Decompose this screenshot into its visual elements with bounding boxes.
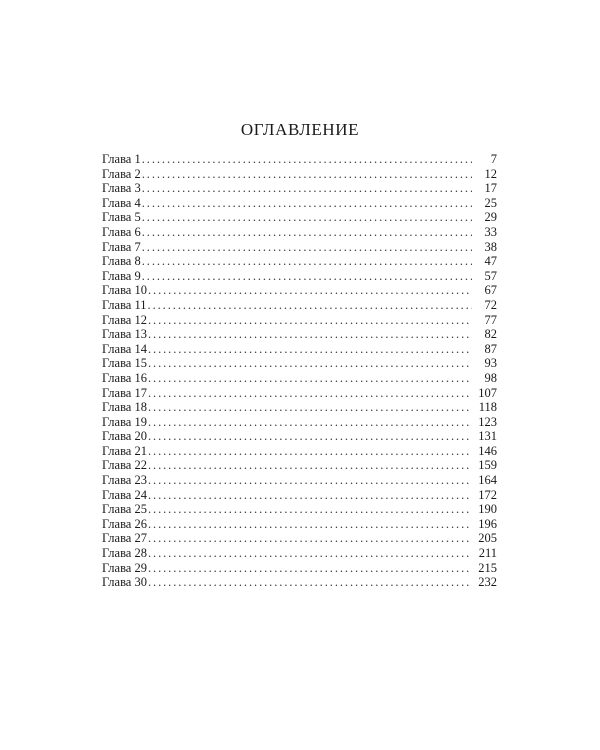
toc-dot-leader xyxy=(142,210,472,225)
toc-dot-leader xyxy=(148,327,472,342)
toc-entry-label: Глава 5 xyxy=(102,210,141,225)
toc-entry xyxy=(102,254,497,269)
toc-entry-label: Глава 25 xyxy=(102,502,147,517)
toc-entry xyxy=(102,167,497,182)
toc-entry-page-number: 98 xyxy=(484,370,497,385)
toc-dot-leader xyxy=(148,313,472,328)
toc-entry xyxy=(102,298,497,313)
toc-dot-leader xyxy=(148,575,472,590)
toc-entry-label: Глава 7 xyxy=(102,239,141,254)
toc-dot-leader xyxy=(148,415,472,430)
toc-dot-leader xyxy=(148,342,472,357)
toc-entry xyxy=(102,269,497,284)
toc-dot-leader xyxy=(148,531,472,546)
toc-entry xyxy=(102,429,497,444)
toc-entry-label: Глава 23 xyxy=(102,473,147,488)
toc-entry xyxy=(102,313,497,328)
toc-entry xyxy=(102,210,497,225)
toc-dot-leader xyxy=(148,546,472,561)
toc-entry-label: Глава 29 xyxy=(102,560,147,575)
toc-entry-label: Глава 1 xyxy=(102,152,141,166)
toc-dot-leader xyxy=(142,167,472,182)
toc-entry-label: Глава 3 xyxy=(102,181,141,196)
toc-dot-leader xyxy=(148,458,472,473)
toc-entry-page-number: 190 xyxy=(478,502,497,517)
toc-entry-page-number: 159 xyxy=(478,458,497,473)
toc-entry xyxy=(102,575,497,590)
toc-entry-page-number: 33 xyxy=(484,224,497,239)
toc-entry-page-number: 25 xyxy=(484,195,497,210)
toc-dot-leader xyxy=(148,444,472,459)
toc-dot-leader xyxy=(148,517,472,532)
toc-entry-label: Глава 8 xyxy=(102,254,141,269)
toc-entry-page-number: 38 xyxy=(484,239,497,254)
toc-entry-page-number: 72 xyxy=(484,297,497,312)
toc-entry xyxy=(102,546,497,561)
toc-dot-leader xyxy=(148,371,472,386)
toc-entry-label: Глава 19 xyxy=(102,414,147,429)
toc-entry-page-number: 118 xyxy=(478,400,497,415)
toc-entry-page-number: 67 xyxy=(484,283,497,298)
toc-entry-label: Глава 12 xyxy=(102,312,147,327)
toc-list xyxy=(102,152,497,590)
toc-entry xyxy=(102,458,497,473)
toc-entry-page-number: 82 xyxy=(484,327,497,342)
toc-entry xyxy=(102,488,497,503)
toc-entry-label: Глава 16 xyxy=(102,370,147,385)
toc-entry-page-number: 196 xyxy=(478,516,497,531)
toc-entry-page-number: 93 xyxy=(484,356,497,371)
toc-entry-label: Глава 27 xyxy=(102,531,147,546)
toc-entry-label: Глава 13 xyxy=(102,327,147,342)
toc-dot-leader xyxy=(148,561,472,576)
toc-entry-page-number: 172 xyxy=(478,487,497,502)
toc-entry xyxy=(102,400,497,415)
toc-entry-page-number: 29 xyxy=(484,210,497,225)
toc-dot-leader xyxy=(148,429,472,444)
toc-entry xyxy=(102,473,497,488)
toc-entry xyxy=(102,356,497,371)
toc-entry xyxy=(102,386,497,401)
toc-entry xyxy=(102,531,497,546)
toc-dot-leader xyxy=(148,502,472,517)
toc-title: ОГЛАВЛЕНИЕ xyxy=(240,120,360,139)
toc-entry-page-number: 164 xyxy=(478,473,497,488)
toc-entry-label: Глава 11 xyxy=(102,297,147,312)
toc-entry xyxy=(102,181,497,196)
toc-dot-leader xyxy=(148,488,472,503)
toc-dot-leader xyxy=(142,269,472,284)
toc-entry-page-number: 12 xyxy=(484,166,497,181)
toc-entry xyxy=(102,371,497,386)
toc-entry-label: Глава 9 xyxy=(102,268,141,283)
toc-entry-label: Глава 18 xyxy=(102,400,147,415)
toc-entry-page-number: 211 xyxy=(478,546,497,561)
toc-entry-label: Глава 24 xyxy=(102,487,147,502)
toc-dot-leader xyxy=(148,473,472,488)
toc-dot-leader xyxy=(142,254,472,269)
toc-entry-label: Глава 15 xyxy=(102,356,147,371)
toc-entry xyxy=(102,561,497,576)
toc-dot-leader xyxy=(142,225,472,240)
toc-entry-label: Глава 17 xyxy=(102,385,147,400)
toc-entry xyxy=(102,502,497,517)
toc-entry-page-number: 87 xyxy=(484,341,497,356)
toc-entry-label: Глава 4 xyxy=(102,195,141,210)
toc-entry-page-number: 7 xyxy=(490,152,497,166)
toc-dot-leader xyxy=(142,181,472,196)
toc-dot-leader xyxy=(142,152,472,167)
toc-entry-page-number: 107 xyxy=(478,385,497,400)
toc-entry xyxy=(102,517,497,532)
toc-entry-label: Глава 2 xyxy=(102,166,141,181)
toc-dot-leader xyxy=(142,240,472,255)
toc-dot-leader xyxy=(148,298,472,313)
toc-entry-label: Глава 26 xyxy=(102,516,147,531)
toc-entry-page-number: 205 xyxy=(478,531,497,546)
toc-entry xyxy=(102,152,497,167)
toc-entry-page-number: 57 xyxy=(484,268,497,283)
toc-entry-label: Глава 14 xyxy=(102,341,147,356)
toc-entry-page-number: 77 xyxy=(484,312,497,327)
toc-entry-page-number: 232 xyxy=(478,575,497,590)
toc-entry-label: Глава 6 xyxy=(102,224,141,239)
toc-entry-page-number: 123 xyxy=(478,414,497,429)
toc-entry xyxy=(102,196,497,211)
toc-entry xyxy=(102,327,497,342)
toc-entry xyxy=(102,283,497,298)
toc-entry xyxy=(102,240,497,255)
toc-dot-leader xyxy=(148,356,472,371)
toc-entry-label: Глава 22 xyxy=(102,458,147,473)
toc-entry-label: Глава 10 xyxy=(102,283,147,298)
toc-dot-leader xyxy=(148,386,472,401)
toc-entry-label: Глава 30 xyxy=(102,575,147,590)
toc-entry-page-number: 17 xyxy=(484,181,497,196)
toc-entry-page-number: 131 xyxy=(478,429,497,444)
toc-entry xyxy=(102,444,497,459)
toc-entry-label: Глава 28 xyxy=(102,546,147,561)
toc-dot-leader xyxy=(148,283,472,298)
toc-entry xyxy=(102,225,497,240)
toc-dot-leader xyxy=(142,196,472,211)
toc-dot-leader xyxy=(148,400,472,415)
toc-entry-page-number: 47 xyxy=(484,254,497,269)
toc-entry xyxy=(102,342,497,357)
toc-entry-page-number: 146 xyxy=(478,443,497,458)
toc-entry xyxy=(102,415,497,430)
toc-entry-label: Глава 20 xyxy=(102,429,147,444)
toc-entry-page-number: 215 xyxy=(478,560,497,575)
toc-entry-label: Глава 21 xyxy=(102,443,147,458)
